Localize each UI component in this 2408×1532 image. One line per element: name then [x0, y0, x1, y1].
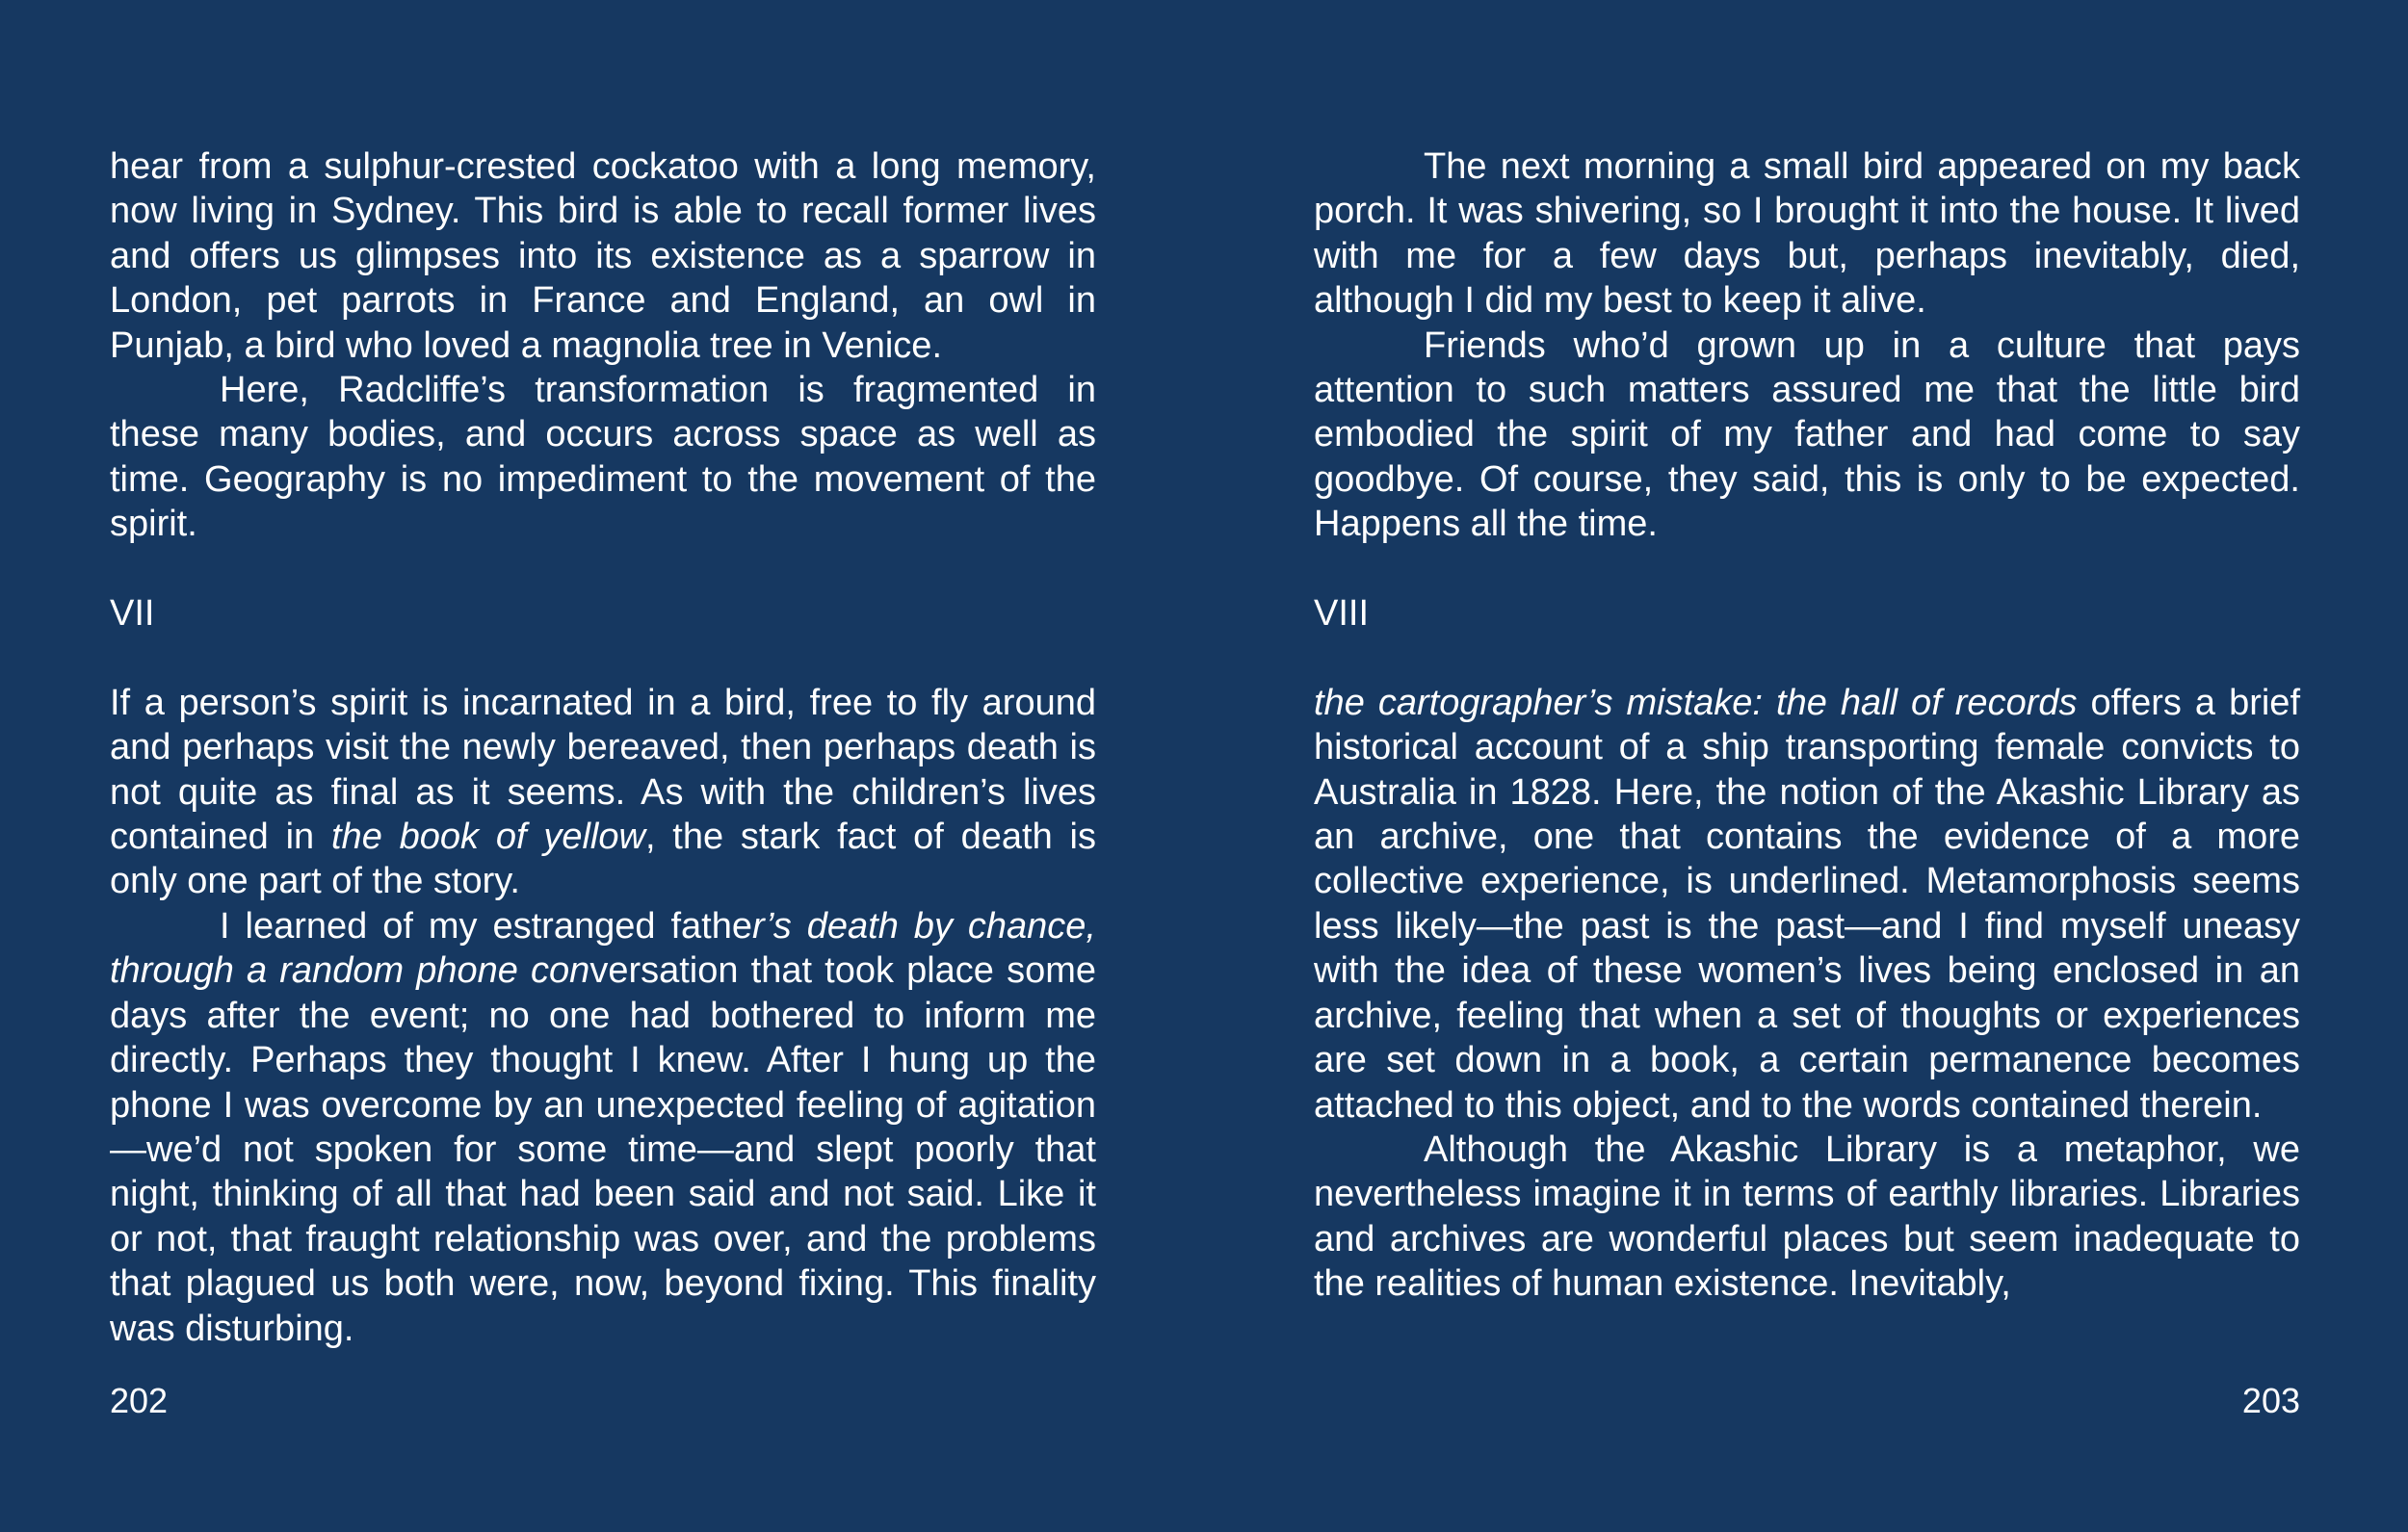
text-run: versation that took place some days after the event; no one had bothered to inform me directly. Perhaps they thought I knew. After I hung up the phone I was overcome by an unexpected feeling of agitation—we’d not spoken for some time—and slept poorly that night, thinking of all that had been said and not said. Like it or not, that fraught relationship was over, and the problems that plagued us both were, now, beyond fixing. This finality was disturbing.: [110, 950, 1096, 1349]
book-title: the cartographer’s mistake: the hall of records: [1314, 682, 2078, 723]
text-run: I learned of my estranged fathe: [220, 905, 752, 947]
paragraph: Although the Akashic Library is a metaphor, we nevertheless imagine it in terms of earthly libraries. Libraries and archives are wonderful places but seem inadequate to the realities of human existence. Inevitably,: [1314, 1129, 2300, 1305]
left-page: [110, 144, 1096, 1454]
paragraph: Friends who’d grown up in a culture that pays attention to such matters assured me that the little bird embodied the spirit of my father and had come to say goodbye. Of course, they said, this is only to be expected. Happens all the time.: [1314, 325, 2300, 545]
paragraph: [110, 904, 1096, 1351]
page-number: 202: [110, 1381, 169, 1420]
text-run: offers a brief historical account of a ship transporting female convicts to Australia in 1828. Here, the notion of the Akashic Library as an archive, one that contains the evidence of a more collective experience, is underlined. Metamorphosis seems less likely—the past is the past—and I find myself uneasy with the idea of these women’s lives being enclosed in an archive, feeling that when a set of thoughts or experiences are set down in a book, a certain permanence becomes attached to this object, and to the words contained therein.: [1314, 682, 2300, 1126]
text-run: , the stark fact of death is only one part of the story.: [110, 817, 1096, 902]
section-heading: VII: [110, 593, 155, 635]
left-page-body: [110, 144, 1096, 1351]
paragraph: The next morning a small bird appeared on my back porch. It was shivering, so I brought it into the house. It lived with me for a few days but, perhaps inevitably, died, although I did my best to keep it alive.: [1314, 146, 2300, 322]
section-heading: VIII: [1314, 593, 1370, 635]
book-title: the book of yellow: [331, 817, 645, 858]
paragraph: [110, 681, 1096, 904]
text-run: If a person’s spirit is incarnated in a bird, free to fly around and perhaps visit the newly bereaved, then perhaps death is not quite as final as it seems. As with the children’s lives contained in: [110, 682, 1096, 858]
right-page-body: [1314, 144, 2300, 1307]
paragraph: [1314, 681, 2300, 1128]
right-page: [1314, 144, 2300, 1454]
paragraph: hear from a sulphur-crested cockatoo with a long memory, now living in Sydney. This bird is able to recall former lives and offers us glimpses into its existence as a sparrow in London, pet parrots in France and England, an owl in Punjab, a bird who loved a magnolia tree in Venice.: [110, 146, 1096, 366]
page-number: 203: [2241, 1381, 2300, 1420]
paragraph: Here, Radcliffe’s transformation is fragmented in these many bodies, and occurs across space as well as time. Geography is no impediment to the movement of the spirit.: [110, 370, 1096, 545]
italic-run: r’s death by chance, through a random phone con: [110, 905, 1096, 992]
